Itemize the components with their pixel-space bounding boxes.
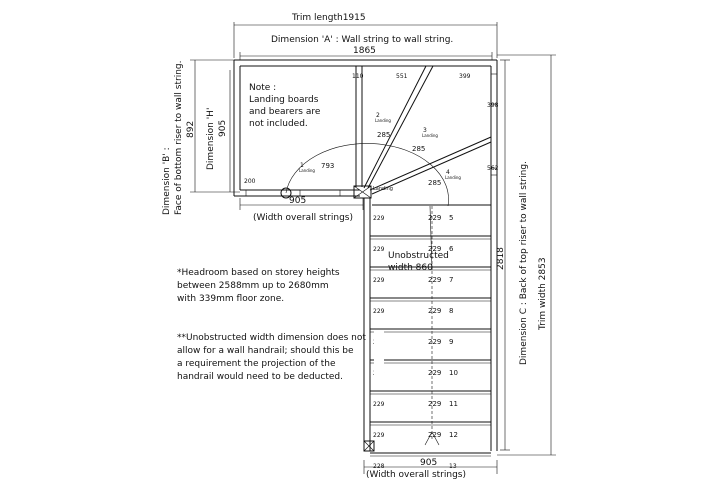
svg-text:285: 285	[377, 131, 391, 139]
trim-length-label: Trim length1915	[292, 13, 366, 23]
note-line-3: and bearers are	[249, 107, 321, 117]
tread-number: 6	[449, 245, 454, 253]
dimension-c	[496, 60, 529, 450]
dimension-h-label: Dimension 'H'	[206, 107, 216, 170]
tread-going: 229	[428, 276, 442, 284]
handrail-line-1: **Unobstructed width dimension does not	[177, 333, 366, 343]
handrail-line-4: handrail would need to be deducted.	[177, 372, 343, 382]
svg-text:3: 3	[423, 127, 427, 134]
tread-left-dim: 229	[373, 401, 385, 408]
tread-number: 7	[449, 276, 454, 284]
tread-number: 13	[449, 463, 457, 470]
tread-number: 9	[449, 338, 454, 346]
svg-text:285: 285	[412, 145, 426, 153]
headroom-note	[177, 268, 340, 304]
dimension-a-label: Dimension 'A' : Wall string to wall string.	[271, 35, 454, 45]
landing-width-note: (Width overall strings)	[253, 213, 354, 223]
trim-width-label: Trim width 2853	[538, 257, 548, 330]
dim-399: 399	[459, 73, 471, 80]
note-line-2: Landing boards	[249, 95, 319, 105]
tread-number: 8	[449, 307, 454, 315]
svg-text:1: 1	[300, 162, 304, 169]
note-line-1: Note :	[249, 83, 277, 93]
landing-note	[249, 83, 321, 129]
tread-number: 12	[449, 431, 458, 439]
flight-width-value: 905	[420, 458, 438, 468]
unobstructed-label-2: width 860	[388, 263, 433, 273]
dim-551: 551	[396, 73, 408, 80]
tread-going: 229	[428, 431, 442, 439]
tread-going: 229	[428, 338, 442, 346]
dimension-a-value: 1865	[353, 46, 376, 56]
dimension-h-value: 905	[218, 119, 228, 137]
dim-562: 562	[487, 165, 499, 172]
tread-left-dim: 229	[373, 246, 385, 253]
svg-text:Landing: Landing	[375, 118, 391, 123]
tread-going: 229	[428, 400, 442, 408]
winder-step-2	[375, 112, 391, 139]
tread-left-dim: 229	[373, 215, 385, 222]
tread-number: 10	[449, 369, 458, 377]
winder-step-3	[412, 127, 438, 153]
tread-left-dim: 229	[373, 277, 385, 284]
unobstructed-label-1: Unobstructed	[388, 251, 449, 261]
dim-398: 398	[487, 102, 499, 109]
dimension-c-value: 2818	[496, 247, 506, 270]
landing-width-dimension	[240, 196, 363, 223]
svg-text:285: 285	[428, 179, 442, 187]
tread-going: 229	[428, 307, 442, 315]
svg-text:Landing: Landing	[422, 133, 438, 138]
note-line-4: not included.	[249, 119, 308, 129]
dimension-b	[162, 60, 240, 215]
svg-text:Landing: Landing	[445, 175, 461, 180]
tread-number: 11	[449, 400, 458, 408]
winder-step-4	[428, 169, 461, 187]
dim-110: 110	[352, 73, 364, 80]
headroom-line-1: *Headroom based on storey heights	[177, 268, 340, 278]
dimension-a	[240, 35, 492, 60]
handrail-line-2: allow for a wall handrail; should this be	[177, 346, 354, 356]
dimension-h	[206, 70, 230, 192]
handrail-note	[177, 330, 384, 382]
tread-number: 5	[449, 214, 454, 222]
dimension-b-label-1: Dimension 'B' :	[162, 147, 172, 215]
winder-small-label: Landing	[373, 186, 393, 192]
tread-left-dim: 229	[373, 308, 385, 315]
headroom-line-2: between 2588mm up to 2680mm	[177, 281, 329, 291]
dim-200: 200	[244, 178, 256, 185]
tread-going: 229	[428, 214, 442, 222]
tread-going: 229	[428, 369, 442, 377]
dimension-c-label: Dimension C : Back of top riser to wall string.	[519, 161, 529, 365]
headroom-line-3: with 339mm floor zone.	[177, 294, 285, 304]
svg-text:2: 2	[376, 112, 380, 119]
svg-text:Landing: Landing	[299, 168, 315, 173]
handrail-line-3: a requirement the projection of the	[177, 359, 336, 369]
dimension-b-value: 892	[186, 120, 196, 138]
svg-text:793: 793	[321, 162, 335, 170]
landing-width-value: 905	[289, 196, 307, 206]
tread-left-dim: 229	[373, 432, 385, 439]
svg-text:4: 4	[446, 169, 450, 176]
tread-left-dim: 228	[373, 463, 385, 470]
dimension-b-label-2: Face of bottom riser to wall string.	[174, 60, 184, 215]
tread-going: 229	[428, 245, 442, 253]
flight-width-note: (Width overall strings)	[366, 470, 467, 480]
